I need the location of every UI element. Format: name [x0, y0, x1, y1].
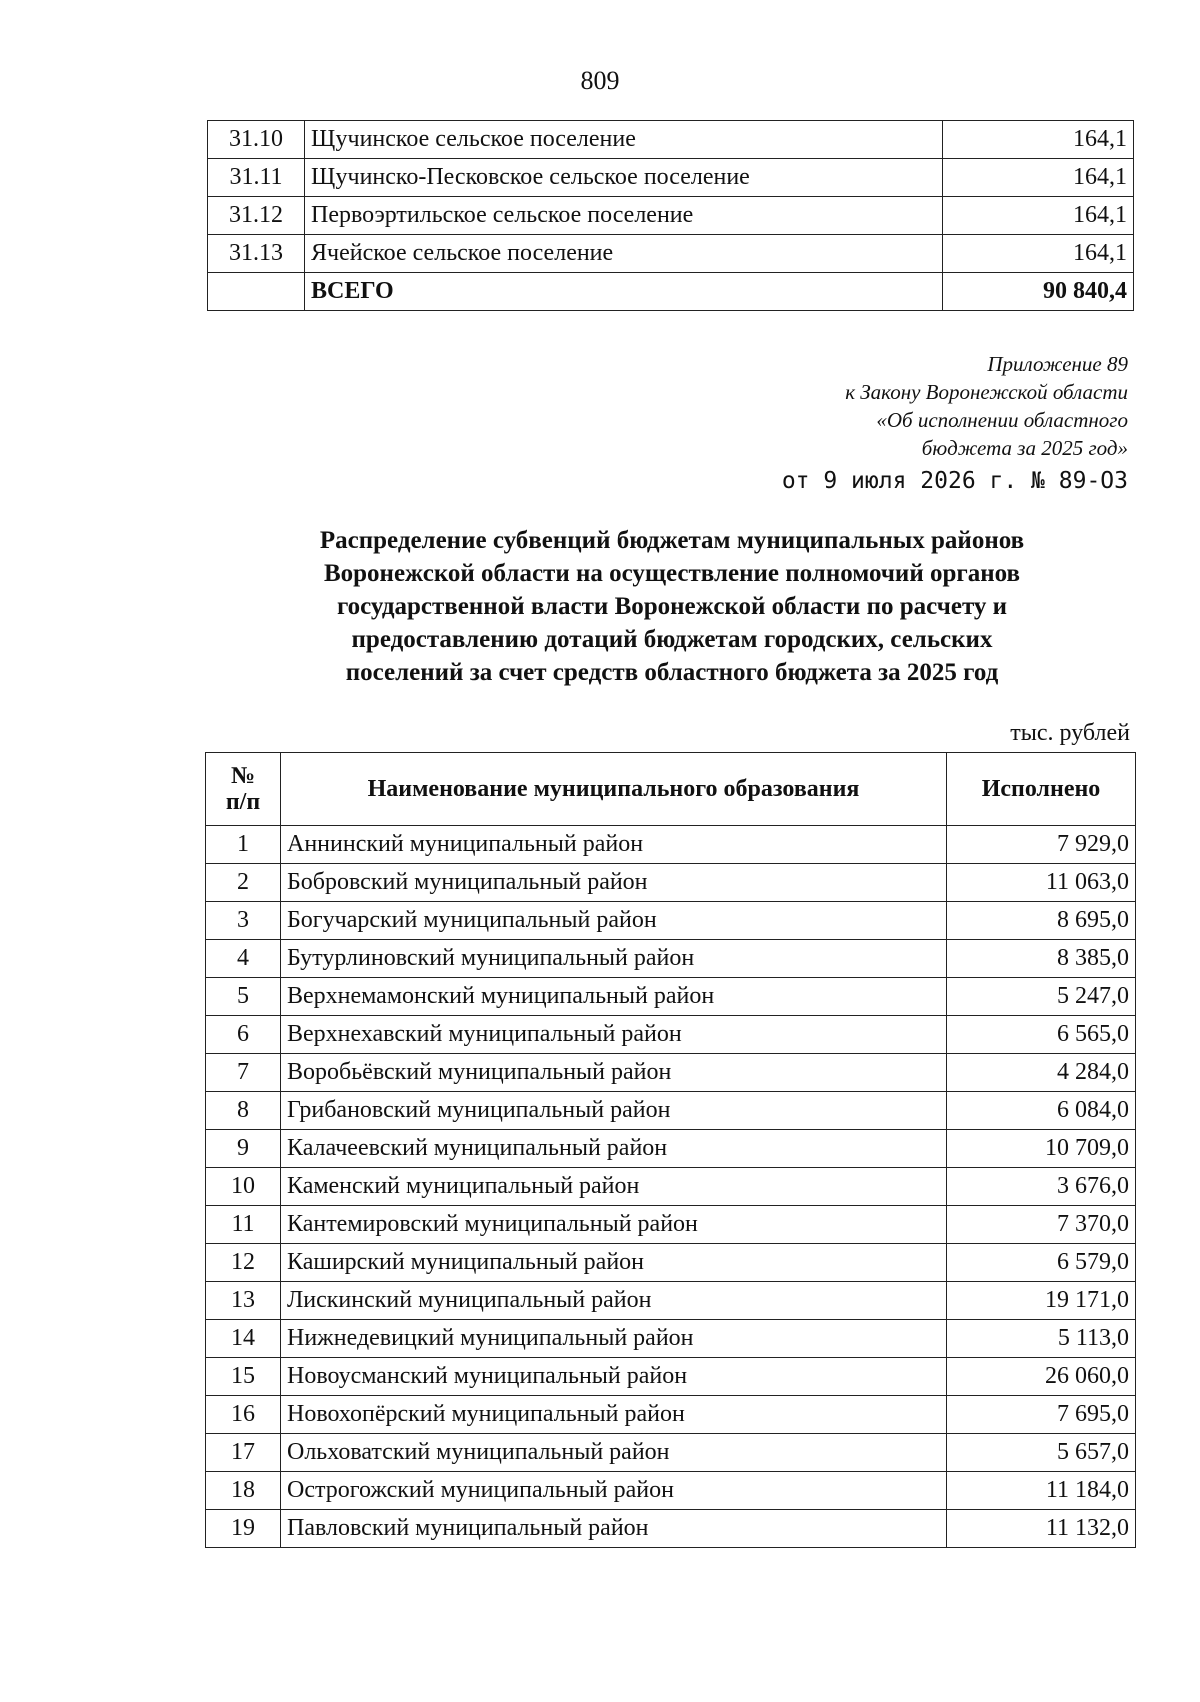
row-number: 15	[206, 1358, 281, 1396]
row-name: Павловский муниципальный район	[281, 1510, 947, 1548]
row-number: 9	[206, 1130, 281, 1168]
top-table	[207, 120, 1134, 311]
table-row	[206, 978, 1136, 1016]
appendix-line: бюджета за 2025 год»	[921, 436, 1128, 460]
row-number: 14	[206, 1320, 281, 1358]
row-name: Каменский муниципальный район	[281, 1168, 947, 1206]
row-value: 11 063,0	[947, 864, 1136, 902]
total-value: 90 840,4	[943, 273, 1134, 311]
row-number: 17	[206, 1434, 281, 1472]
row-number: 31.11	[208, 159, 305, 197]
table-row	[206, 1282, 1136, 1320]
title-line: Распределение субвенций бюджетам муниципальных районов	[319, 527, 1025, 554]
title-line: предоставлению дотаций бюджетам городских, сельских	[351, 626, 993, 653]
table-row	[206, 1358, 1136, 1396]
document-title	[207, 524, 1137, 689]
row-name: Воробьёвский муниципальный район	[281, 1054, 947, 1092]
table-row	[206, 940, 1136, 978]
row-number: 31.10	[208, 121, 305, 159]
table-row	[206, 1434, 1136, 1472]
table-row	[206, 1320, 1136, 1358]
header-value: Исполнено	[947, 753, 1136, 826]
row-value: 26 060,0	[947, 1358, 1136, 1396]
row-name: Богучарский муниципальный район	[281, 902, 947, 940]
row-number: 2	[206, 864, 281, 902]
table-row	[206, 826, 1136, 864]
table-row	[206, 864, 1136, 902]
row-number: 12	[206, 1244, 281, 1282]
table-row	[206, 902, 1136, 940]
table-row	[206, 1054, 1136, 1092]
header-row	[206, 753, 1136, 826]
row-number: 3	[206, 902, 281, 940]
title-line: поселений за счет средств областного бюджета за 2025 год	[345, 659, 999, 686]
row-value: 7 695,0	[947, 1396, 1136, 1434]
row-name: Бутурлиновский муниципальный район	[281, 940, 947, 978]
row-name: Аннинский муниципальный район	[281, 826, 947, 864]
row-value: 5 657,0	[947, 1434, 1136, 1472]
row-value: 3 676,0	[947, 1168, 1136, 1206]
title-line: государственной власти Воронежской области по расчету и	[336, 593, 1008, 620]
row-value: 11 132,0	[947, 1510, 1136, 1548]
table-row	[206, 1130, 1136, 1168]
appendix-line: к Закону Воронежской области	[845, 380, 1128, 404]
row-value: 164,1	[943, 121, 1134, 159]
appendix-note	[782, 350, 1128, 498]
main-table	[205, 752, 1136, 1548]
table-row	[206, 1206, 1136, 1244]
total-num-cell	[208, 273, 305, 311]
law-date-stamp: от 9 июля 2026 г. № 89-ОЗ	[781, 468, 1128, 494]
row-number: 13	[206, 1282, 281, 1320]
row-name: Ячейское сельское поселение	[305, 235, 943, 273]
row-number: 31.12	[208, 197, 305, 235]
row-name: Нижнедевицкий муниципальный район	[281, 1320, 947, 1358]
row-value: 164,1	[943, 235, 1134, 273]
top-table-row	[208, 159, 1134, 197]
row-value: 11 184,0	[947, 1472, 1136, 1510]
table-row	[206, 1092, 1136, 1130]
header-name: Наименование муниципального образования	[281, 753, 947, 826]
table-row	[206, 1168, 1136, 1206]
row-name: Первоэртильское сельское поселение	[305, 197, 943, 235]
row-value: 6 579,0	[947, 1244, 1136, 1282]
row-value: 5 247,0	[947, 978, 1136, 1016]
top-table-row	[208, 197, 1134, 235]
row-name: Калачеевский муниципальный район	[281, 1130, 947, 1168]
row-number: 18	[206, 1472, 281, 1510]
row-name: Каширский муниципальный район	[281, 1244, 947, 1282]
row-number: 4	[206, 940, 281, 978]
row-number: 6	[206, 1016, 281, 1054]
appendix-line: «Об исполнении областного	[876, 408, 1128, 432]
row-value: 8 385,0	[947, 940, 1136, 978]
row-number: 8	[206, 1092, 281, 1130]
row-number: 1	[206, 826, 281, 864]
title-line: Воронежской области на осуществление полномочий органов	[323, 560, 1021, 587]
row-name: Лискинский муниципальный район	[281, 1282, 947, 1320]
row-name: Кантемировский муниципальный район	[281, 1206, 947, 1244]
appendix-line: Приложение 89	[987, 352, 1128, 376]
row-name: Верхнехавский муниципальный район	[281, 1016, 947, 1054]
row-name: Бобровский муниципальный район	[281, 864, 947, 902]
row-value: 8 695,0	[947, 902, 1136, 940]
row-name: Новоусманский муниципальный район	[281, 1358, 947, 1396]
top-table-row	[208, 121, 1134, 159]
table-row	[206, 1396, 1136, 1434]
row-value: 4 284,0	[947, 1054, 1136, 1092]
table-row	[206, 1244, 1136, 1282]
row-number: 16	[206, 1396, 281, 1434]
row-value: 5 113,0	[947, 1320, 1136, 1358]
row-number: 19	[206, 1510, 281, 1548]
row-name: Ольховатский муниципальный район	[281, 1434, 947, 1472]
top-table-row	[208, 235, 1134, 273]
row-value: 10 709,0	[947, 1130, 1136, 1168]
row-number: 5	[206, 978, 281, 1016]
row-name: Новохопёрский муниципальный район	[281, 1396, 947, 1434]
row-value: 19 171,0	[947, 1282, 1136, 1320]
row-name: Щучинское сельское поселение	[305, 121, 943, 159]
row-value: 6 084,0	[947, 1092, 1136, 1130]
row-number: 10	[206, 1168, 281, 1206]
row-name: Верхнемамонский муниципальный район	[281, 978, 947, 1016]
total-row	[208, 273, 1134, 311]
header-num-line2: п/п	[225, 789, 261, 815]
row-number: 11	[206, 1206, 281, 1244]
header-num	[206, 753, 281, 826]
unit-label: тыс. рублей	[1010, 720, 1130, 746]
table-row	[206, 1016, 1136, 1054]
row-value: 164,1	[943, 159, 1134, 197]
row-name: Грибановский муниципальный район	[281, 1092, 947, 1130]
total-label: ВСЕГО	[305, 273, 943, 311]
row-value: 7 929,0	[947, 826, 1136, 864]
header-num-line1: №	[230, 763, 256, 789]
page-number: 809	[580, 66, 620, 95]
row-value: 7 370,0	[947, 1206, 1136, 1244]
row-number: 7	[206, 1054, 281, 1092]
row-value: 6 565,0	[947, 1016, 1136, 1054]
row-name: Острогожский муниципальный район	[281, 1472, 947, 1510]
row-name: Щучинско-Песковское сельское поселение	[305, 159, 943, 197]
table-row	[206, 1472, 1136, 1510]
row-number: 31.13	[208, 235, 305, 273]
table-row	[206, 1510, 1136, 1548]
row-value: 164,1	[943, 197, 1134, 235]
